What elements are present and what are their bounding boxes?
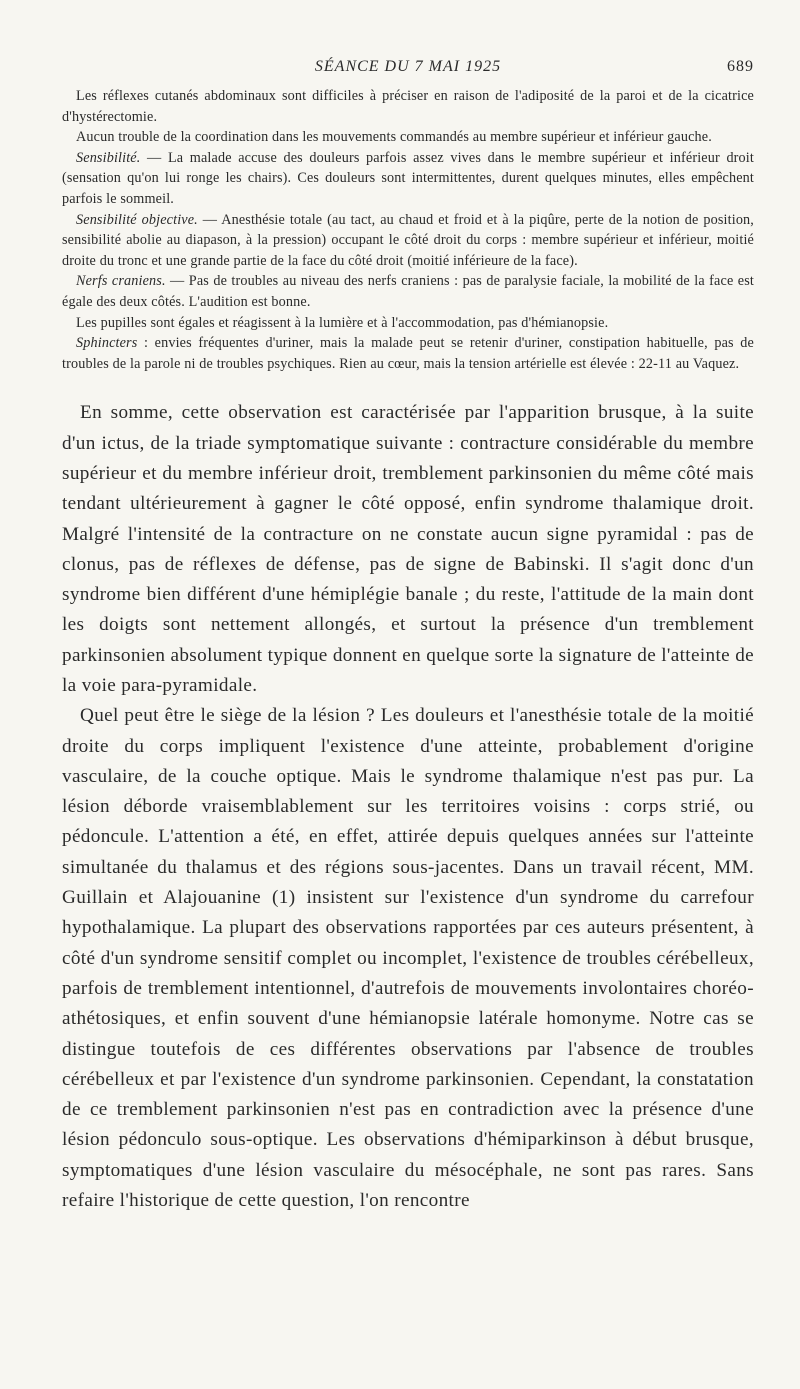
case-notes xyxy=(62,86,754,374)
paragraph-lesion-site: Quel peut être le siège de la lésion ? Les douleurs et l'anesthésie totale de la moitié droite du corps impliquent l'existence d'une atteinte, probablement d'origine vasculaire, de la couche optique. Mais le syndrome thalamique n'est pas pur. La lésion déborde vraisemblablement sur les territoires voisins : corps strié, ou pédoncule. L'attention a été, en effet, attirée depuis quelques années sur l'atteinte simultanée du thalamus et des régions sous-jacentes. Dans un travail récent, MM. Guillain et Alajouanine (1) insistent sur l'existence d'un syndrome du carrefour hypothalamique. La plupart des observations rapportées par ces auteurs présentent, à côté d'un syndrome sensitif complet ou incomplet, l'existence de troubles cérébelleux, parfois de tremblement intentionnel, d'autrefois de mouvements involontaires choréo-athétosiques, et enfin souvent d'une hémianopsie latérale homonyme. Notre cas se distingue toutefois de ces différentes observations par l'absence de troubles cérébelleux et par l'existence d'un syndrome parkinsonien. Cependant, la constatation de ce tremblement parkinsonien n'est pas en contradiction avec la présence d'une lésion pédonculo sous-optique. Les observations d'hémiparkinson à début brusque, symptomatiques d'une lésion vasculaire du mésocéphale, ne sont pas rares. Sans refaire l'historique de cette question, l'on rencontre xyxy=(62,705,754,1212)
paragraph-summary: En somme, cette observation est caractérisée par l'apparition brusque, à la suite d'un ictus, de la triade symptomatique suivante : contracture considérable du membre supérieur et du membre inférieur droit, tremblement parkinsonien du même côté mais tendant ultérieurement à gagner le côté opposé, enfin syndrome thalamique droit. Malgré l'intensité de la contracture on ne constate aucun signe pyramidal : pas de clonus, pas de réflexes de défense, pas de signe de Babinski. Il s'agit donc d'un syndrome bien différent d'une hémiplégie banale ; du reste, l'attitude de la main dont les doigts sont nettement allongés, et surtout la présence d'un tremblement parkinsonien absolument typique donnent en quelque sorte la signature de l'atteinte de la voie para-pyramidale. xyxy=(62,402,754,696)
document-page xyxy=(62,58,754,1216)
paragraph-coordination: Aucun trouble de la coordination dans les mouvements commandés au membre supérieur et inférieur gauche. xyxy=(76,129,712,146)
paragraph-sensibilite-objective: Sensibilité objective. — Anesthésie totale (au tact, au chaud et froid et à la piqûre, perte de la notion de position, sensibilité abolie au diapason, à la pression) occupant le côté droit du corps : membre supérieur et inférieur, moitié droite du tronc et une grande partie de la face du côté droit (moitié inférieure de la face). xyxy=(62,211,754,269)
header-title: SÉANCE DU 7 MAI 1925 xyxy=(314,58,502,75)
running-header xyxy=(62,58,754,86)
paragraph-sphincters: Sphincters : envies fréquentes d'uriner, mais la malade peut se retenir d'uriner, constipation habituelle, pas de troubles de la parole ni de troubles psychiques. Rien au cœur, mais la tension artérielle est élevée : 22-11 au Vaquez. xyxy=(62,335,754,372)
paragraph-pupilles: Les pupilles sont égales et réagissent à la lumière et à l'accommodation, pas d'hémianopsie. xyxy=(76,314,609,331)
discussion xyxy=(62,398,754,1216)
paragraph-reflexes: Les réflexes cutanés abdominaux sont difficiles à préciser en raison de l'adiposité de la paroi et de la cicatrice d'hystérectomie. xyxy=(62,88,754,125)
paragraph-sensibilite: Sensibilité. — La malade accuse des douleurs parfois assez vives dans le membre supérieur et inférieur droit (sensation qu'on lui ronge les chairs). Ces douleurs sont intermittentes, durent quelques minutes, elles empêchent parfois le sommeil. xyxy=(62,149,754,207)
paragraph-nerfs-craniens: Nerfs craniens. — Pas de troubles au niveau des nerfs craniens : pas de paralysie faciale, la mobilité de la face est égale des deux côtés. L'audition est bonne. xyxy=(62,273,754,310)
page-number: 689 xyxy=(727,58,754,75)
